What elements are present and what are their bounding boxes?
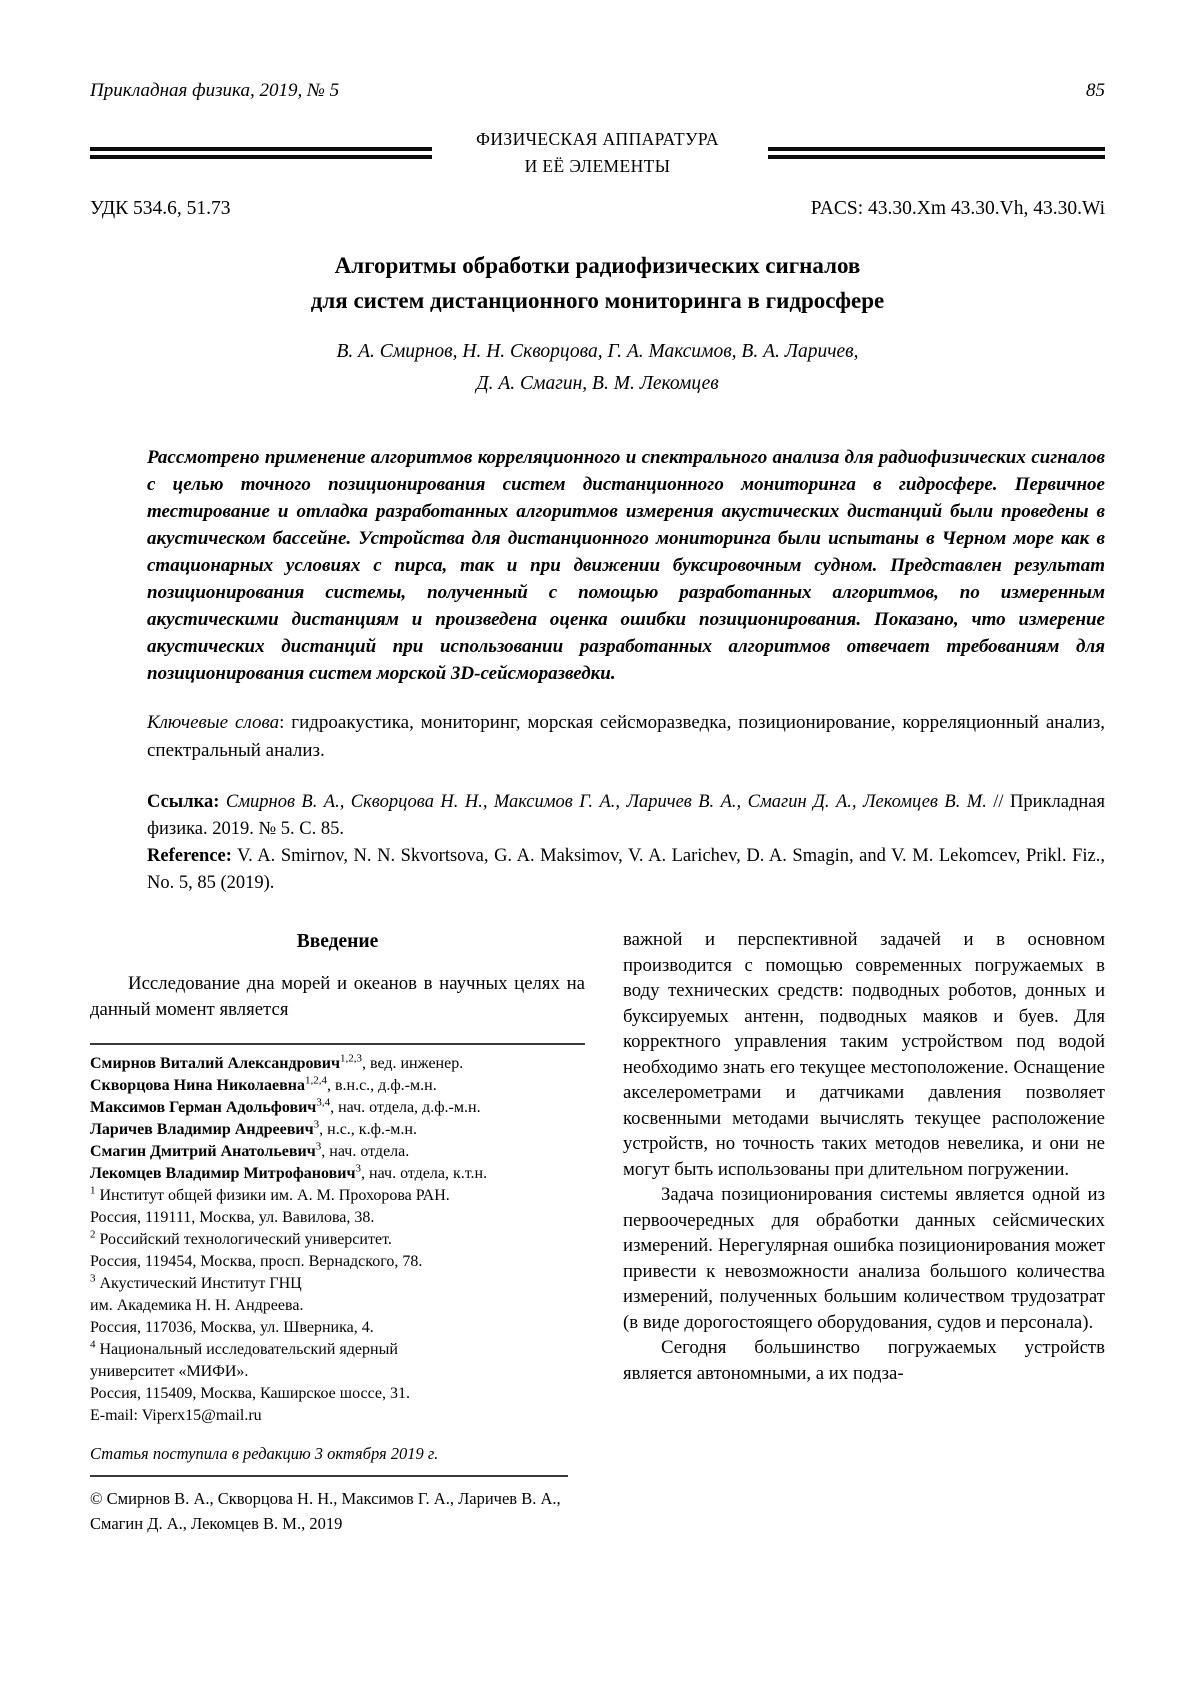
footnote-affiliation-line: $^4$ Национальный исследовательский ядерный <box>90 1338 398 1358</box>
received-date: Статья поступила в редакцию 3 октября 2019 г. <box>90 1444 439 1463</box>
citation-ru <box>147 789 1105 843</box>
citation-block <box>147 789 1105 897</box>
two-column-body <box>90 927 1105 1536</box>
footnote-author-line: Скворцова Нина Николаевна$^{1,2,4}$, в.н.с., д.ф.-м.н. <box>90 1074 437 1094</box>
citation-ru-authors: Смирнов В. А., Скворцова Н. Н., Максимов Г. А., Ларичев В. А., Смагин Д. А., Лекомцев В. М. <box>219 792 987 812</box>
author-footnote <box>90 1043 585 1465</box>
footnote-affiliation-line: Россия, 115409, Москва, Каширское шоссе, 31. <box>90 1385 410 1402</box>
section-band <box>90 126 1105 186</box>
footnote-affiliation-line: $^2$ Российский технологический университет. <box>90 1228 392 1248</box>
footnote-author-line: Лекомцев Владимир Митрофанович$^3$, нач. отдела, к.т.н. <box>90 1162 488 1182</box>
pacs-code: PACS: 43.30.Xm 43.30.Vh, 43.30.Wi <box>810 198 1105 219</box>
citation-en <box>147 843 1105 897</box>
article-title-line2: для систем дистанционного мониторинга в гидросфере <box>310 288 885 313</box>
citation-ru-rest: // Прикладная физика. 2019. № 5. С. 85. <box>147 792 1105 839</box>
footnote-author-line: Смагин Дмитрий Анатольевич$^3$, нач. отдела. <box>90 1140 410 1160</box>
keywords-paragraph <box>147 709 1105 765</box>
authors-list <box>90 336 1105 400</box>
citation-en-text: V. A. Smirnov, N. N. Skvortsova, G. A. Maksimov, V. A. Larichev, D. A. Smagin, and V. M. Lekomcev, Prikl. Fiz., No. 5, 85 (2019). <box>147 846 1105 893</box>
footnote-affiliation-line: $^1$ Институт общей физики им. А. М. Прохорова РАН. <box>90 1184 450 1204</box>
footnote-affiliation-line: университет «МИФИ». <box>90 1363 249 1380</box>
footnote-affiliation-line: Россия, 119454, Москва, просп. Вернадского, 78. <box>90 1253 423 1270</box>
article-title <box>90 248 1105 318</box>
footnote-affiliation-line: Россия, 119111, Москва, ул. Вавилова, 38. <box>90 1209 375 1226</box>
body-paragraph: Сегодня большинство погружаемых устройств является автономными, а их подза- <box>623 1337 1105 1384</box>
double-rule-left <box>90 147 432 159</box>
footnote-affiliation-line: $^3$ Акустический Институт ГНЦ <box>90 1272 302 1292</box>
page-number: 85 <box>1086 80 1105 101</box>
codes-row <box>90 198 1105 220</box>
footnote-author-line: Максимов Герман Адольфович$^{3,4}$, нач. отдела, д.ф.-м.н. <box>90 1096 481 1116</box>
double-rule-right <box>768 147 1105 159</box>
footnote-affiliations <box>90 1185 585 1427</box>
copyright-line: © Смирнов В. А., Скворцова Н. Н., Максимов Г. А., Ларичев В. А., Смагин Д. А., Лекомцев В. М., 2019 <box>90 1475 568 1536</box>
authors-line2: Д. А. Смагин, В. М. Лекомцев <box>476 373 719 394</box>
journal-name: Прикладная физика, 2019, № 5 <box>90 80 340 101</box>
footnote-author-line: Смирнов Виталий Александрович$^{1,2,3}$, вед. инженер. <box>90 1052 464 1072</box>
citation-ru-label: Ссылка: <box>147 792 220 812</box>
keywords-text: : гидроакустика, мониторинг, морская сейсморазведка, позиционирование, корреляционный анализ, спектральный анализ. <box>147 712 1105 761</box>
right-column <box>623 927 1105 1536</box>
intro-paragraph: Исследование дна морей и океанов в научных целях на данный момент является <box>90 973 585 1020</box>
authors-line1: В. А. Смирнов, Н. Н. Скворцова, Г. А. Максимов, В. А. Ларичев, <box>336 341 859 362</box>
footnote-affiliation-line: E-mail: Viperx15@mail.ru <box>90 1407 262 1424</box>
running-header <box>90 80 1105 102</box>
intro-heading: Введение <box>296 931 379 952</box>
citation-en-label: Reference: <box>147 846 232 866</box>
section-title-line2: И ЕЁ ЭЛЕМЕНТЫ <box>524 156 671 176</box>
abstract-text: Рассмотрено применение алгоритмов корреляционного и спектрального анализа для радиофизических сигналов с целью точного позиционирования систем дистанционного мониторинга в гидросфере. Первичное тестирование и отладка разработанных алгоритмов измерения акустических дистанций были проведены в акустическом бассейне. Устройства для дистанционного мониторинга были испытаны в Черном море как в стационарных условиях с пирса, так и при движении буксировочным судном. Представлен результат позиционирования системы, полученный с помощью разработанных алгоритмов, по измеренным акустическими дистанциям и произведена оценка ошибки позиционирования. Показано, что измерение акустических дистанций при использовании разработанных алгоритмов отвечает требованиям для позиционирования систем морской 3D-сейсморазведки. <box>147 447 1105 684</box>
footnote-affiliation-line: им. Академика Н. Н. Андреева. <box>90 1297 304 1314</box>
udk-code: УДК 534.6, 51.73 <box>90 198 231 219</box>
footnote-authors <box>90 1053 585 1185</box>
footnote-affiliation-line: Россия, 117036, Москва, ул. Шверника, 4. <box>90 1319 374 1336</box>
article-title-line1: Алгоритмы обработки радиофизических сигналов <box>334 253 861 278</box>
footnote-author-line: Ларичев Владимир Андреевич$^3$, н.с., к.ф.-м.н. <box>90 1118 417 1138</box>
left-column <box>90 927 585 1536</box>
section-title-line1: ФИЗИЧЕСКАЯ АППАРАТУРА <box>476 129 719 149</box>
body-paragraph: важной и перспективной задачей и в основном производится с помощью современных погружаемых в воду технических средств: подводных роботов, донных и буксируемых антенн, подводных маяков и буев. Для корректного управления таким устройством под водой необходимо знать его текущее местоположение. Оснащение акселерометрами и датчиками давления позволяет косвенными методами вычислять текущее расположение устройств, но точность таких методов невелика, и они не могут быть использованы при длительном погружении. <box>623 929 1105 1180</box>
keywords-label: Ключевые слова <box>147 712 280 733</box>
body-paragraph: Задача позиционирования системы является одной из первоочередных для обработки данных сейсмических измерений. Нерегулярная ошибка позиционирования может привести к невозможности анализа большого количества измерений, полученных большим количеством трудозатрат (в виде дорогостоящего оборудования, судов и персонала). <box>623 1184 1105 1333</box>
